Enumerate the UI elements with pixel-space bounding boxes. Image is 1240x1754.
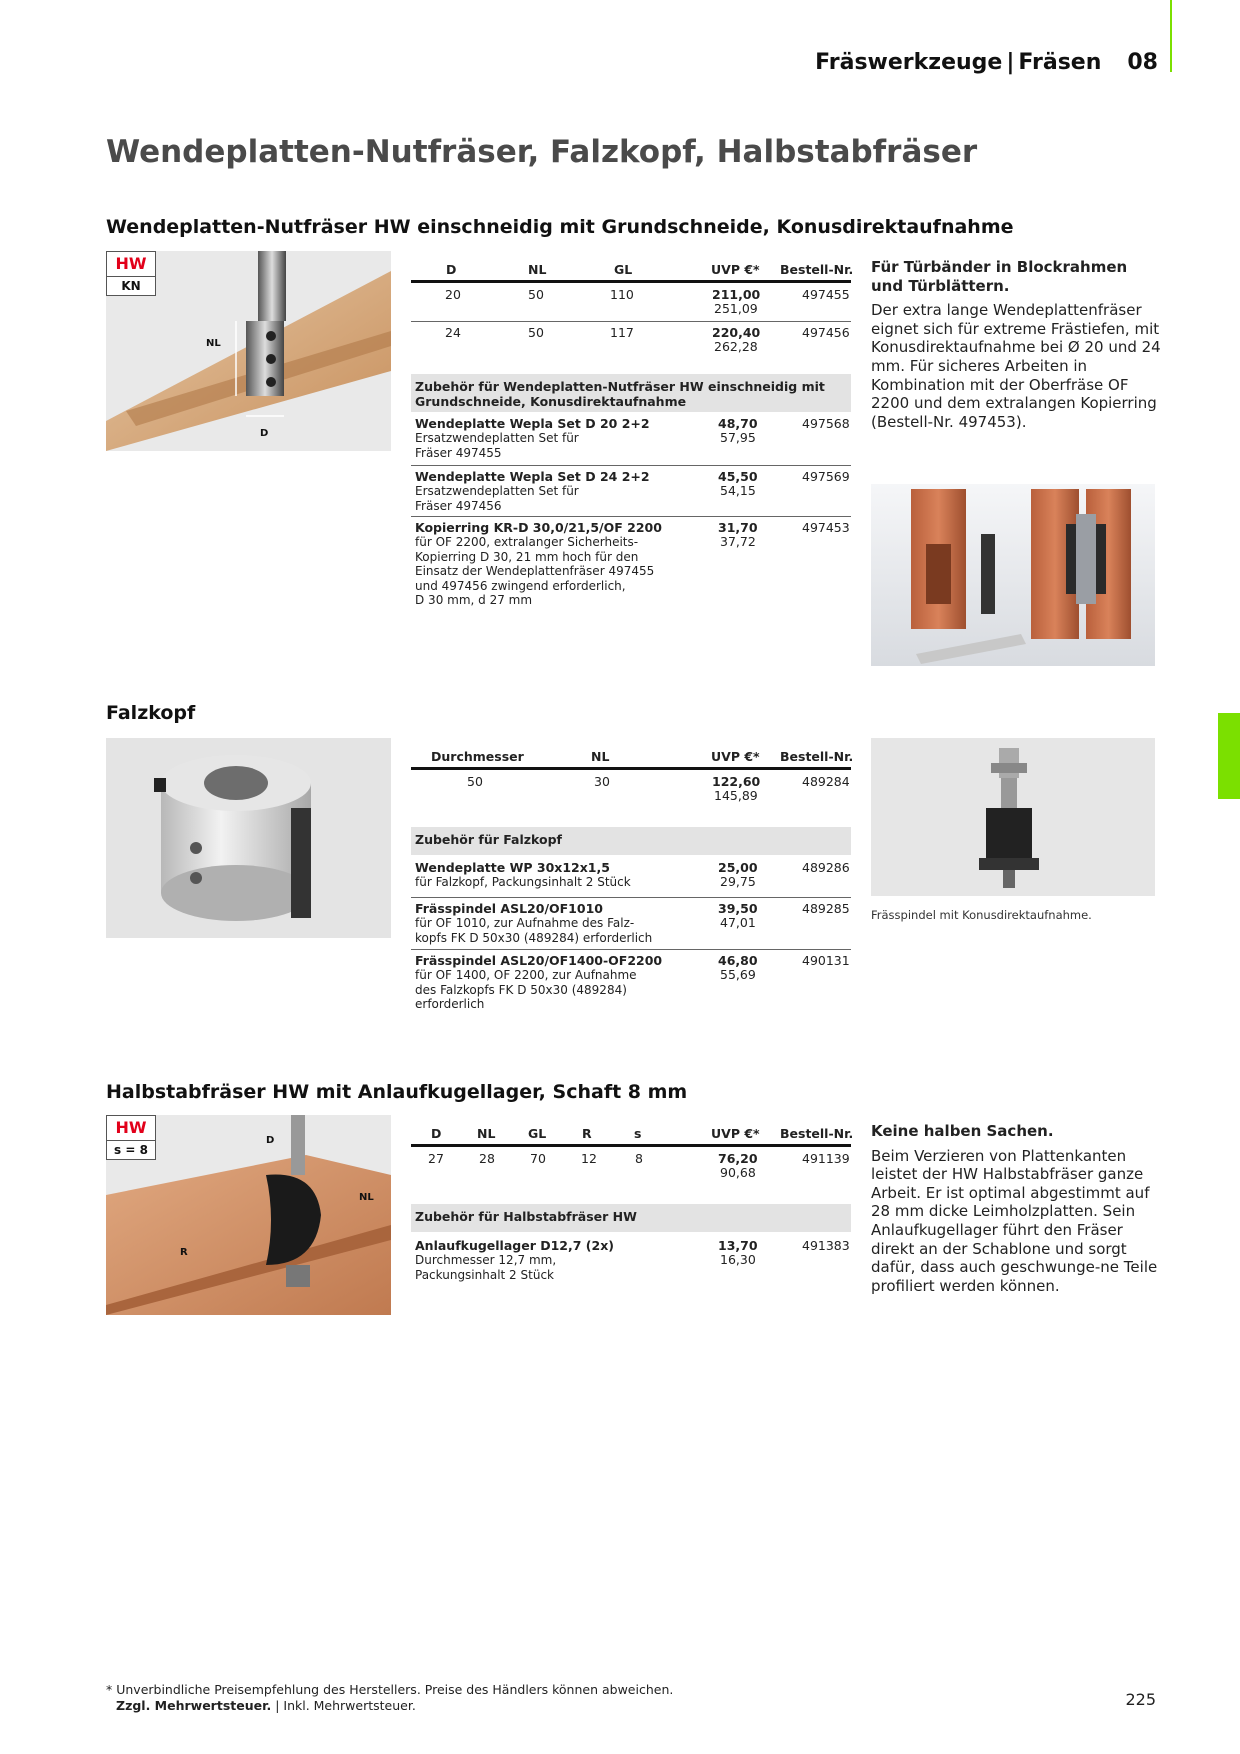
footer-line-2-bold: Zzgl. Mehrwertsteuer. bbox=[116, 1698, 272, 1713]
table-header bbox=[411, 745, 854, 770]
col-bestellnr: Bestell-Nr. bbox=[780, 1126, 854, 1141]
col-nl: NL bbox=[528, 262, 547, 277]
badge-hw-s8 bbox=[106, 1115, 156, 1160]
header-category: Fräswerkzeuge bbox=[815, 50, 1003, 75]
page-number: 225 bbox=[1125, 1690, 1156, 1709]
header-chapter: 08 bbox=[1127, 50, 1158, 75]
chapter-tab-marker bbox=[1218, 713, 1240, 799]
photo-fraesspindel bbox=[871, 738, 1155, 896]
table-header bbox=[411, 1122, 854, 1147]
fraesspindel-illustration bbox=[871, 738, 1155, 896]
green-accent-line bbox=[1170, 0, 1172, 72]
col-nl: NL bbox=[477, 1126, 496, 1141]
caption-fraesspindel: Frässpindel mit Konusdirektaufnahme. bbox=[871, 908, 1092, 922]
section-title-halbstabfraeser: Halbstabfräser HW mit Anlaufkugellager, Schaft 8 mm bbox=[106, 1081, 688, 1103]
col-durchmesser: Durchmesser bbox=[431, 749, 524, 764]
door-hinge-illustration bbox=[871, 484, 1155, 666]
col-r: R bbox=[582, 1126, 592, 1141]
col-nl: NL bbox=[591, 749, 610, 764]
badge-bottom: s = 8 bbox=[114, 1143, 148, 1157]
section-title-falzkopf: Falzkopf bbox=[106, 702, 196, 724]
section-title-nutfraeser: Wendeplatten-Nutfräser HW einschneidig mit Grundschneide, Konusdirektaufnahme bbox=[106, 216, 1014, 238]
col-uvp: UVP €* bbox=[711, 749, 760, 764]
col-gl: GL bbox=[614, 262, 633, 277]
badge-hw-kn bbox=[106, 251, 156, 296]
side-heading: Keine halben Sachen. bbox=[871, 1122, 1054, 1140]
side-text-nutfraeser bbox=[871, 258, 1161, 431]
col-bestellnr: Bestell-Nr. bbox=[780, 749, 854, 764]
table-header bbox=[411, 258, 854, 283]
col-gl: GL bbox=[528, 1126, 547, 1141]
table-halbstabfraeser: D NL GL R s UVP €* Bestell-Nr. 27 28 70 12 8 76,20 90,68 491139 Zubehör für Halbstabfräser HW Anlaufkugellager D12,7 (2x) Durchmesser 12,7 mm, Packungsinhalt 2 Stück 13,70 16,30 491383 bbox=[411, 1122, 851, 1292]
col-s: s bbox=[634, 1126, 642, 1141]
page-title: Wendeplatten-Nutfräser, Falzkopf, Halbstabfräser bbox=[106, 134, 978, 170]
accessory-header: Zubehör für Halbstabfräser HW bbox=[411, 1204, 851, 1232]
header-separator: | bbox=[1006, 50, 1015, 75]
running-header bbox=[815, 50, 1158, 75]
col-uvp: UVP €* bbox=[711, 262, 760, 277]
label-d: D bbox=[266, 1135, 275, 1146]
footer-line-2-rest: | Inkl. Mehrwertsteuer. bbox=[271, 1698, 416, 1713]
falzkopf-illustration bbox=[106, 738, 391, 938]
side-body: Der extra lange Wendeplattenfräser eignet sich für extreme Frästiefen, mit Konusdirektaufnahme bei Ø 20 und 24 mm. Für sicheres Arbeiten in Kombination mit der Oberfräse OF 2200 und dem extralangen Kopierring (Bestell-Nr. 497453). bbox=[871, 301, 1161, 431]
header-section: Fräsen bbox=[1018, 50, 1102, 75]
col-bestellnr: Bestell-Nr. bbox=[780, 262, 854, 277]
badge-top: HW bbox=[107, 1116, 155, 1141]
badge-top: HW bbox=[107, 252, 155, 277]
photo-nutfraeser bbox=[106, 251, 391, 451]
label-d: D bbox=[260, 428, 269, 439]
label-nl: NL bbox=[206, 338, 221, 349]
photo-halbstabfraeser bbox=[106, 1115, 391, 1315]
accessory-header: Zubehör für Falzkopf bbox=[411, 827, 851, 855]
accessory-header: Zubehör für Wendeplatten-Nutfräser HW einschneidig mit Grundschneide, Konusdirektaufnahme bbox=[411, 374, 851, 412]
photo-falzkopf bbox=[106, 738, 391, 938]
table-nutfraeser: D NL GL UVP €* Bestell-Nr. 20 50 110 211,00 251,09 497455 24 50 117 220,40 262,28 497456 Zubehör für Wendeplatten-Nutfräser HW einschneidig mit Grundschneide, Konusdirektaufnahme Wendeplatte Wepla Set D 20 2+2 Ersatzwendeplatten Set für Fräser 497455 48,70 57,95 497568 Wendeplatte Wepla Set D 24 2+2 Ersatzwendeplatten Set für Fräser 497456 45,50 54,15 497569 Kopierring KR-D 30,0/21,5/OF 2200 für OF 2200, extralanger Sicherheits- Kopierring D 30, 21 mm hoch für den Einsatz der Wendeplattenfräser 497455 und 497456 zwingend erforderlich, D 30 mm, d 27 mm 31,70 37,72 497453 bbox=[411, 258, 851, 618]
side-text-halbstabfraeser bbox=[871, 1122, 1161, 1295]
side-heading: Für Türbänder in Blockrahmen und Türblättern. bbox=[871, 258, 1128, 295]
footer-line-1: * Unverbindliche Preisempfehlung des Herstellers. Preise des Händlers können abweichen. bbox=[106, 1682, 674, 1697]
col-uvp: UVP €* bbox=[711, 1126, 760, 1141]
table-falzkopf: Durchmesser NL UVP €* Bestell-Nr. 50 30 122,60 145,89 489284 Zubehör für Falzkopf Wendeplatte WP 30x12x1,5 für Falzkopf, Packungsinhalt 2 Stück 25,00 29,75 489286 Frässpindel ASL20/OF1010 für OF 1010, zur Aufnahme des Falz- kopfs FK D 50x30 (489284) erforderlich 39,50 47,01 489285 Frässpindel ASL20/OF1400-OF2200 für OF 1400, OF 2200, zur Aufnahme des Falzkopfs FK D 50x30 (489284) erforderlich 46,80 55,69 490131 bbox=[411, 745, 851, 1015]
col-d: D bbox=[431, 1126, 442, 1141]
label-r: R bbox=[180, 1247, 188, 1258]
label-nl: NL bbox=[359, 1192, 374, 1203]
footer-note bbox=[106, 1682, 673, 1714]
side-body: Beim Verzieren von Plattenkanten leistet der HW Halbstabfräser ganze Arbeit. Er ist optimal abgestimmt auf 28 mm dicke Leimholzplatten. Sein Anlaufkugellager führt den Fräser direkt an der Schablone und sorgt dafür, dass auch geschwunge-ne Teile profiliert werden können. bbox=[871, 1146, 1158, 1295]
photo-tuerbaender bbox=[871, 484, 1155, 666]
col-d: D bbox=[446, 262, 457, 277]
badge-bottom: KN bbox=[121, 279, 141, 293]
